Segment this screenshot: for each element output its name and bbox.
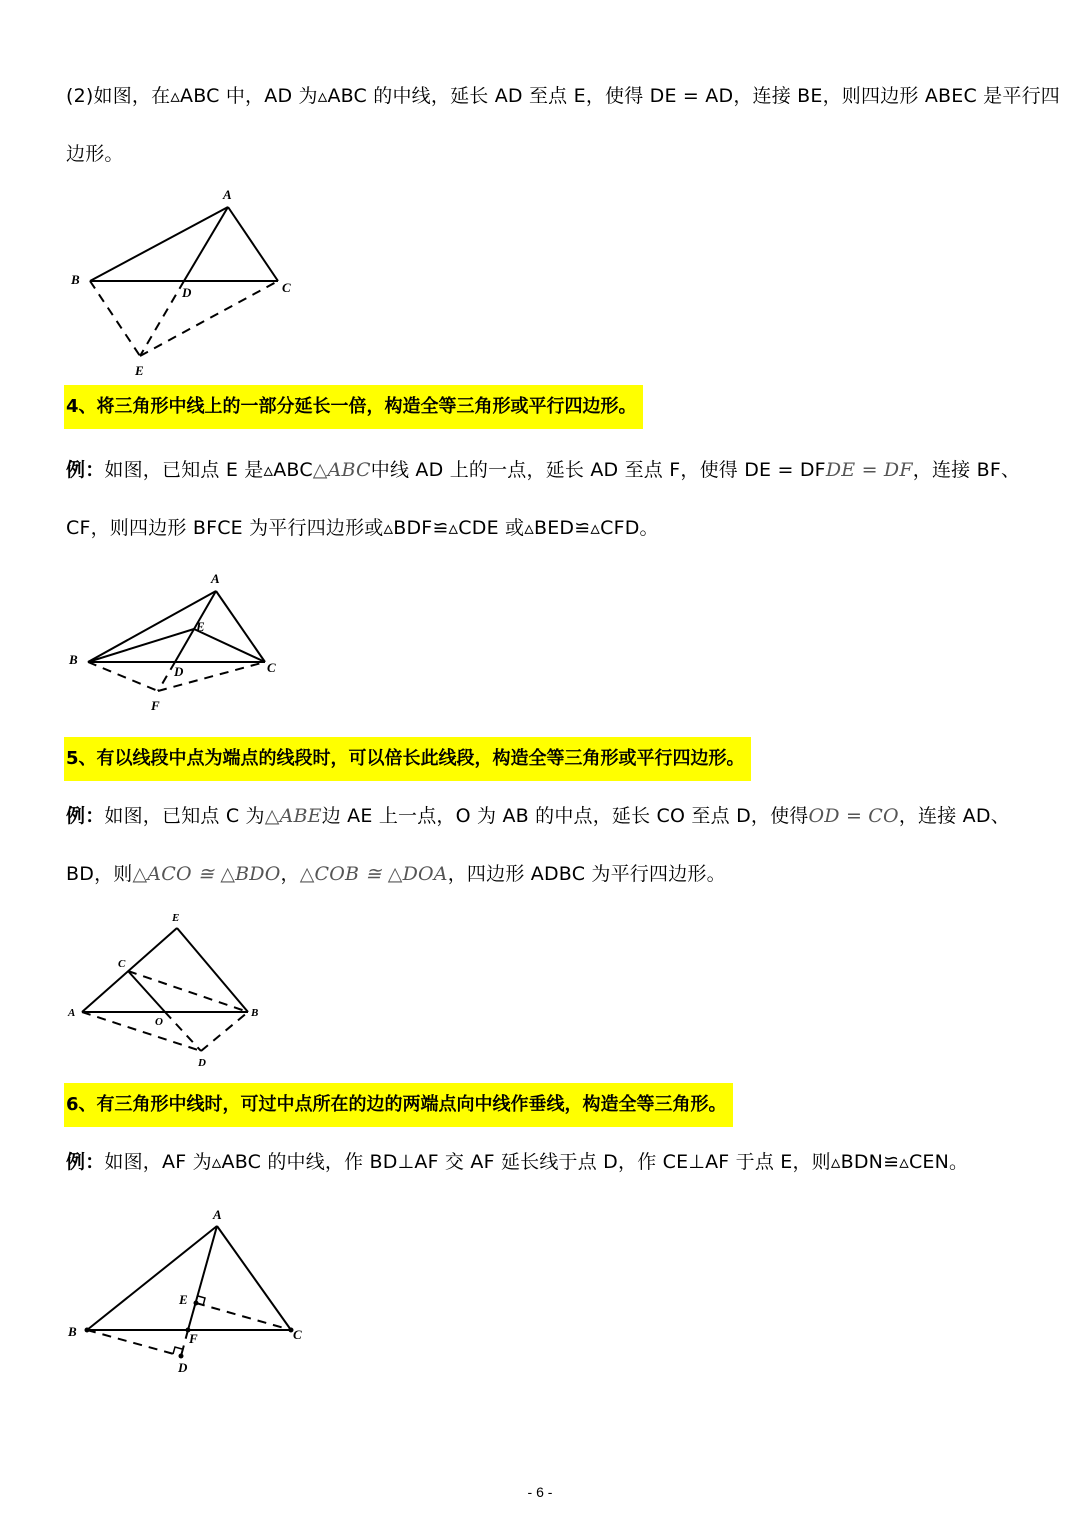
figure-4-perpendiculars-to-median — [60, 1200, 320, 1380]
fig4-segment-ec — [196, 1303, 291, 1330]
fig3-label-a: A — [68, 1007, 76, 1019]
figure-1-parallelogram-abec — [60, 180, 320, 380]
fig4-label-f: F — [189, 1331, 198, 1346]
fig1-label-c: C — [282, 280, 291, 295]
math-triangle-abc: △ABC — [312, 459, 371, 481]
fig4-point-d — [179, 1354, 184, 1359]
fig3-label-o: O — [155, 1016, 163, 1028]
fig4-right-angle-d — [173, 1347, 182, 1354]
fig3-label-d: D — [198, 1057, 206, 1069]
text-run: ，连接 BF、 — [912, 459, 1021, 481]
fig3-label-b: B — [251, 1007, 259, 1019]
section-6-heading: 6、有三角形中线时，可过中点所在的边的两端点向中线作垂线，构造全等三角形。 — [64, 1083, 733, 1127]
fig4-segment-ac — [217, 1226, 291, 1330]
fig3-segment-eb — [177, 928, 248, 1012]
section-6-example-line-1 — [66, 1148, 968, 1176]
text-run: 如图，AF 为▵ABC 的中线，作 BD⊥AF 交 AF 延长线于点 D，作 CE⊥AF 于点 E，则▵BDN≌▵CEN。 — [104, 1151, 969, 1173]
fig2-label-e: E — [196, 619, 205, 634]
fig1-label-e: E — [135, 363, 144, 378]
fig1-label-b: B — [71, 272, 80, 287]
example-label: 例： — [66, 459, 105, 481]
fig4-label-a: A — [213, 1207, 222, 1222]
fig2-label-c: C — [267, 660, 276, 675]
section-5-heading: 5、有以线段中点为端点的线段时，可以倍长此线段，构造全等三角形或平行四边形。 — [64, 737, 751, 781]
paragraph-2-line-1: (2)如图，在▵ABC 中，AD 为▵ABC 的中线，延长 AD 至点 E，使得 DE = AD，连接 BE，则四边形 ABEC 是平行四 — [66, 85, 1060, 107]
math-cob-congruent-doa: △COB ≅ △DOA — [299, 863, 448, 885]
text-run: BD，则 — [66, 863, 133, 885]
text-run: ， — [280, 863, 300, 885]
example-label: 例： — [66, 1151, 105, 1173]
fig1-label-d: D — [182, 285, 192, 300]
section-4-example-line-2: CF，则四边形 BFCE 为平行四边形或▵BDF≌▵CDE 或▵BED≌▵CFD。 — [66, 517, 659, 539]
math-od-equals-co: OD = CO — [808, 805, 899, 827]
fig1-segment-ab — [90, 207, 228, 281]
fig4-segment-fd — [181, 1330, 188, 1356]
fig4-segment-bd — [87, 1330, 181, 1356]
fig2-label-f: F — [151, 698, 160, 713]
text-run: 中线 AD 上的一点，延长 AD 至点 F，使得 DE = DF — [370, 459, 826, 481]
fig4-label-b: B — [68, 1324, 77, 1339]
fig3-segment-db — [201, 1012, 248, 1051]
fig4-point-b — [85, 1328, 90, 1333]
fig1-label-a: A — [223, 187, 232, 202]
fig1-segment-ec — [140, 281, 278, 356]
fig2-label-d: D — [174, 664, 184, 679]
text-run: ，四边形 ADBC 为平行四边形。 — [447, 863, 726, 885]
fig3-label-c: C — [118, 958, 126, 970]
fig4-label-e: E — [179, 1292, 188, 1307]
fig2-segment-bf — [88, 662, 158, 691]
example-label: 例： — [66, 805, 105, 827]
fig2-label-a: A — [211, 571, 220, 586]
fig4-label-c: C — [293, 1327, 302, 1342]
math-aco-congruent-bdo: △ACO ≅ △BDO — [132, 863, 281, 885]
section-4-example-line-1 — [66, 456, 1020, 484]
section-5-example-line-2 — [66, 860, 726, 888]
math-triangle-abe: △ABE — [264, 805, 322, 827]
paragraph-2-line-2: 边形。 — [66, 143, 124, 165]
fig3-segment-ae — [82, 928, 177, 1012]
fig4-label-d: D — [178, 1360, 188, 1375]
section-4-heading: 4、将三角形中线上的一部分延长一倍，构造全等三角形或平行四边形。 — [64, 385, 643, 429]
figure-3-parallelogram-adbc — [60, 905, 280, 1075]
fig2-segment-df — [158, 662, 175, 691]
math-de-equals-df: DE = DF — [825, 459, 913, 481]
fig3-segment-ad — [82, 1012, 201, 1051]
text-run: 边 AE 上一点，O 为 AB 的中点，延长 CO 至点 D，使得 — [321, 805, 809, 827]
fig4-segment-af — [188, 1226, 217, 1330]
fig1-segment-ac — [228, 207, 278, 281]
fig2-label-b: B — [69, 652, 78, 667]
figure-2-parallelogram-bfce — [60, 570, 310, 720]
fig3-segment-od — [165, 1012, 201, 1051]
fig3-label-e: E — [172, 912, 180, 924]
text-run: ，连接 AD、 — [898, 805, 1010, 827]
page-number: - 6 - — [527, 1484, 553, 1500]
fig1-segment-be — [90, 281, 140, 356]
text-run: 如图，已知点 C 为 — [104, 805, 265, 827]
fig4-segment-ab — [87, 1226, 217, 1330]
section-5-example-line-1 — [66, 802, 1010, 830]
text-run: 如图，已知点 E 是▵ABC — [104, 459, 313, 481]
fig4-point-e — [194, 1301, 199, 1306]
